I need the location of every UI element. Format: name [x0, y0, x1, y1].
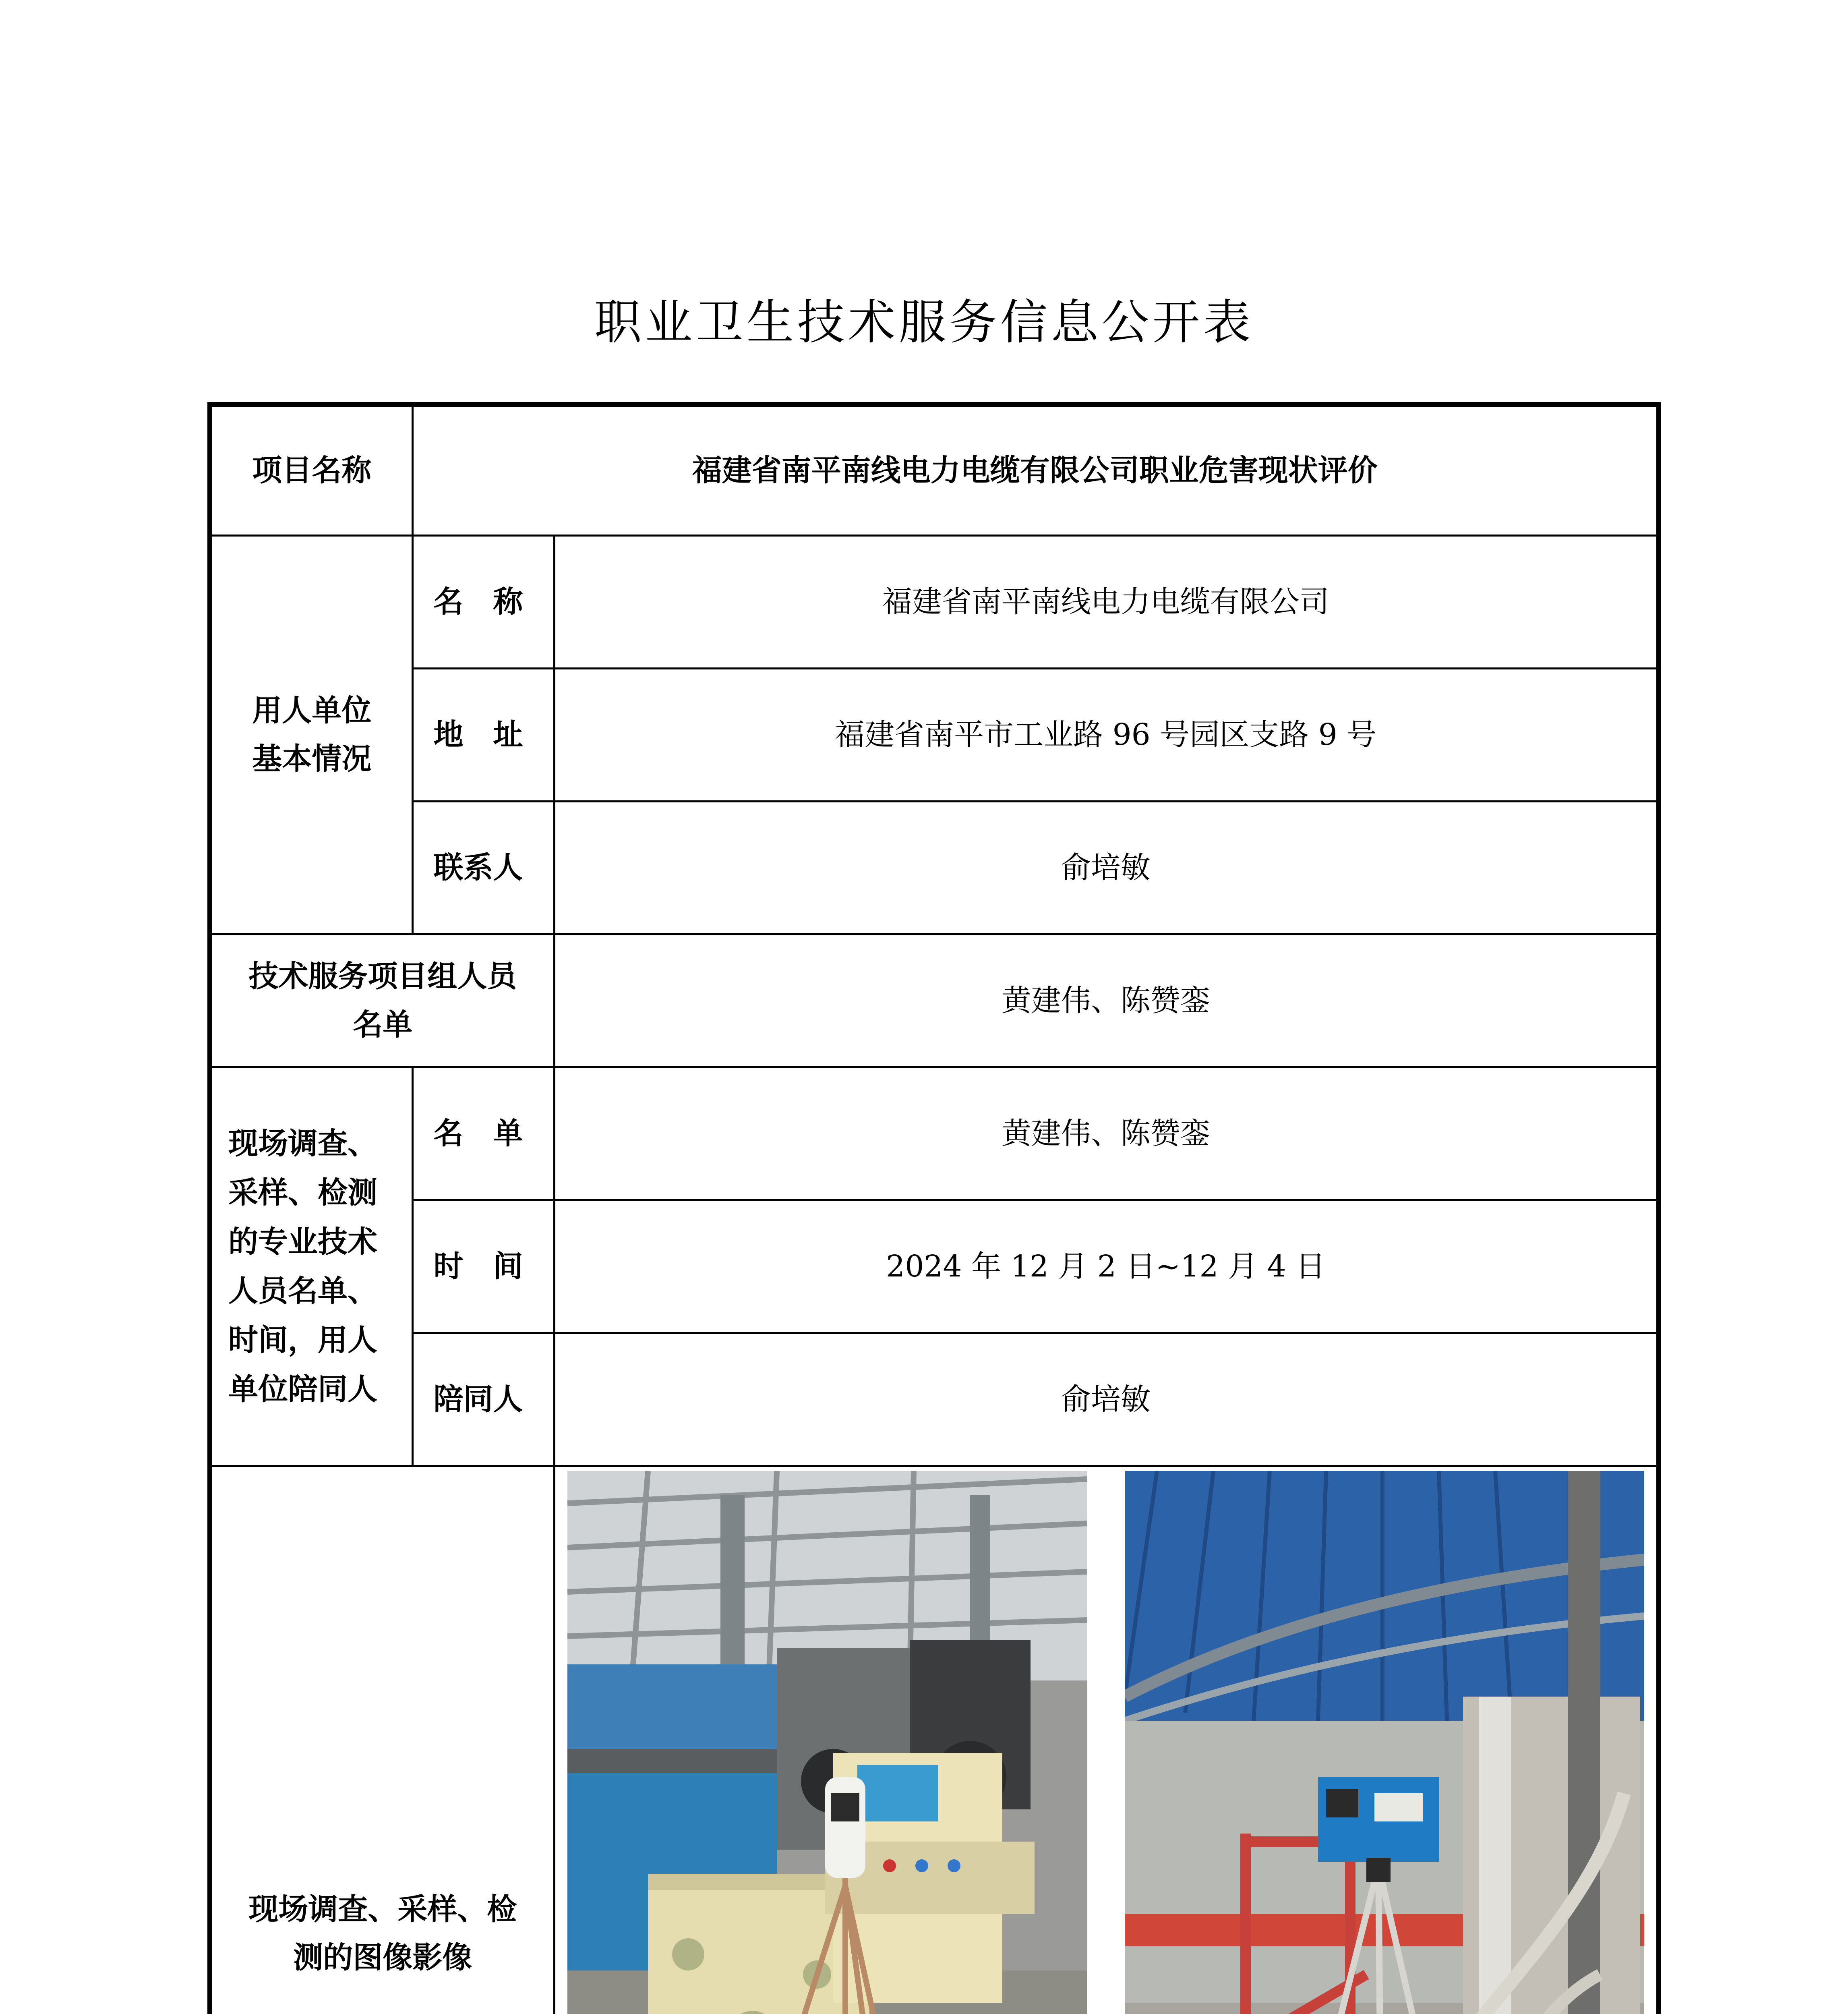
row-team: [210, 934, 1659, 1067]
row-field-list: [210, 1067, 1659, 1200]
row-field-escort: [210, 1333, 1659, 1466]
employer-contact-value: 俞培敏: [554, 801, 1659, 934]
site-photo-dust-sampler: [1125, 1471, 1644, 2014]
photo-gallery: [567, 1471, 1645, 2014]
row-employer-contact: [210, 801, 1659, 934]
field-section-label: 现场调查、 采样、检测 的专业技术 人员名单、 时间，用人 单位陪同人: [210, 1067, 412, 1466]
site-photo-noise-meter: [567, 1471, 1087, 2014]
field-time-label: 时 间: [412, 1200, 554, 1333]
field-list-label: 名 单: [412, 1067, 554, 1200]
employer-name-value: 福建省南平南线电力电缆有限公司: [554, 535, 1659, 668]
field-time-value: 2024 年 12 月 2 日~12 月 4 日: [554, 1200, 1659, 1333]
row-project-name: [210, 404, 1659, 535]
employer-section-label: 用人单位 基本情况: [210, 535, 412, 934]
row-field-time: [210, 1200, 1659, 1333]
field-list-value: 黄建伟、陈赞銮: [554, 1067, 1659, 1200]
project-name-label: 项目名称: [210, 404, 412, 535]
team-label: 技术服务项目组人员 名单: [210, 934, 554, 1067]
employer-contact-label: 联系人: [412, 801, 554, 934]
field-escort-label: 陪同人: [412, 1333, 554, 1466]
info-table: [207, 402, 1661, 2014]
document-title: 职业卫生技术服务信息公开表: [594, 294, 1254, 350]
employer-address-value: 福建省南平市工业路 96 号园区支路 9 号: [554, 668, 1659, 801]
row-images: [210, 1466, 1659, 2014]
employer-address-label: 地 址: [412, 668, 554, 801]
images-label: 现场调查、采样、检 测的图像影像: [210, 1466, 554, 2014]
row-employer-name: [210, 535, 1659, 668]
employer-name-label: 名 称: [412, 535, 554, 668]
field-escort-value: 俞培敏: [554, 1333, 1659, 1466]
team-value: 黄建伟、陈赞銮: [554, 934, 1659, 1067]
images-cell: [554, 1466, 1659, 2014]
site-photo-2-image: [1125, 1471, 1644, 2014]
site-photo-1-image: [567, 1471, 1087, 2014]
project-name-value: 福建省南平南线电力电缆有限公司职业危害现状评价: [412, 404, 1659, 535]
row-employer-address: [210, 668, 1659, 801]
